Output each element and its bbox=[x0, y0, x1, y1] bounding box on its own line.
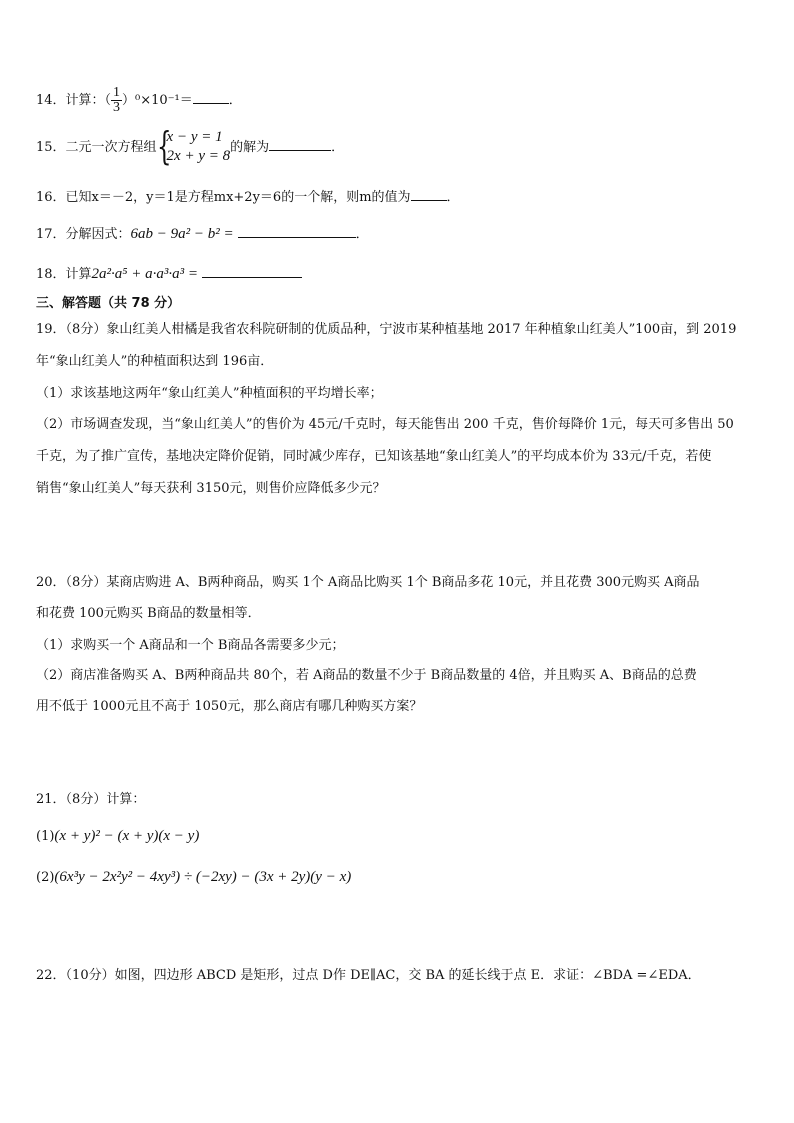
q20-line-2: 和花费 100元购买 B商品的数量相等． bbox=[36, 606, 261, 621]
question-15 bbox=[36, 124, 345, 168]
question-16 bbox=[36, 186, 460, 208]
q19-sub-1: （1）求该基地这两年“象山红美人”种植面积的平均增长率； bbox=[36, 386, 383, 401]
q19-line-2: 年“象山红美人”的种植面积达到 196亩． bbox=[36, 354, 274, 369]
q19-line-1: 19．（8分）象山红美人柑橘是我省农科院研制的优质品种，宁波市某种植基地 2017 年种植象山红美人”100亩，到 2019 bbox=[36, 322, 737, 337]
question-14 bbox=[36, 86, 242, 115]
answer-blank bbox=[202, 263, 302, 278]
q14-end: ． bbox=[228, 93, 242, 108]
answer-blank bbox=[411, 186, 447, 201]
section-title: 三、解答题（共 78 分） bbox=[36, 296, 181, 311]
equation-2: 2x + y = 8 bbox=[166, 148, 231, 164]
question-17 bbox=[36, 223, 369, 245]
q17-end: ． bbox=[355, 227, 369, 242]
q15-suffix: 的解为 bbox=[230, 140, 270, 155]
fraction-one-third bbox=[111, 86, 122, 115]
q19-sub-2-line-3: 销售“象山红美人”每天获利 3150元，则售价应降低多少元？ bbox=[36, 481, 386, 496]
q16-text: 16．已知x＝－2，y＝1是方程mx+2y＝6的一个解，则m的值为 bbox=[36, 190, 411, 205]
q17-expression: 6ab − 9a² − b² = bbox=[130, 226, 234, 242]
part-label: (1) bbox=[36, 829, 55, 844]
brace-icon: { bbox=[156, 124, 172, 168]
q18-prefix: 18．计算 bbox=[36, 267, 92, 282]
q16-end: ． bbox=[446, 190, 460, 205]
equation-system bbox=[156, 124, 231, 168]
q20-line-1: 20．（8分）某商店购进 A、B两种商品，购买 1个 A商品比购买 1个 B商品多花 10元，并且花费 300元购买 A商品 bbox=[36, 575, 700, 590]
q19-sub-2-line-1: （2）市场调查发现，当“象山红美人”的售价为 45元/千克时，每天能售出 200 千克，售价每降价 1元，每天可多售出 50 bbox=[36, 417, 734, 432]
part-label: (2) bbox=[36, 870, 55, 885]
q19-sub-2-line-2: 千克，为了推广宣传，基地决定降价促销，同时减少库存，已知该基地“象山红美人”的平均成本价为 33元/千克，若使 bbox=[36, 449, 712, 464]
q18-expression: 2a²·a⁵ + a·a³·a³ = bbox=[91, 266, 198, 282]
q20-sub-1: （1）求购买一个 A商品和一个 B商品各需要多少元； bbox=[36, 638, 345, 653]
fraction-numerator: 1 bbox=[113, 85, 121, 100]
equation-1: x − y = 1 bbox=[166, 129, 223, 145]
q21-expression-1: (x + y)² − (x + y)(x − y) bbox=[54, 828, 200, 844]
q21-title: 21．（8分）计算： bbox=[36, 792, 146, 807]
answer-blank bbox=[269, 136, 331, 151]
q20-sub-2-line-2: 用不低于 1000元且不高于 1050元，那么商店有哪几种购买方案？ bbox=[36, 699, 423, 714]
q20-sub-2-line-1: （2）商店准备购买 A、B两种商品共 80个，若 A商品的数量不少于 B商品数量的 4倍，并且购买 A、B商品的总费 bbox=[36, 668, 697, 683]
question-22: 22．（10分）如图，四边形 ABCD 是矩形，过点 D作 DE∥AC，交 BA 的延长线于点 E．求证：∠BDA =∠EDA． bbox=[36, 968, 701, 983]
q21-part-1 bbox=[36, 826, 199, 847]
q15-prefix: 15．二元一次方程组 bbox=[36, 140, 157, 155]
answer-blank bbox=[238, 223, 356, 238]
q14-suffix: ）⁰×10⁻¹＝ bbox=[122, 93, 193, 108]
answer-blank bbox=[193, 89, 229, 104]
q14-prefix: 14．计算：（ bbox=[36, 93, 112, 108]
question-18 bbox=[36, 263, 302, 285]
fraction-denominator: 3 bbox=[113, 100, 121, 115]
q15-end: ． bbox=[331, 140, 345, 155]
q21-expression-2: (6x³y − 2x²y² − 4xy³) ÷ (−2xy) − (3x + 2y)(y − x) bbox=[54, 869, 352, 885]
q17-prefix: 17．分解因式： bbox=[36, 227, 131, 242]
q21-part-2 bbox=[36, 867, 351, 888]
